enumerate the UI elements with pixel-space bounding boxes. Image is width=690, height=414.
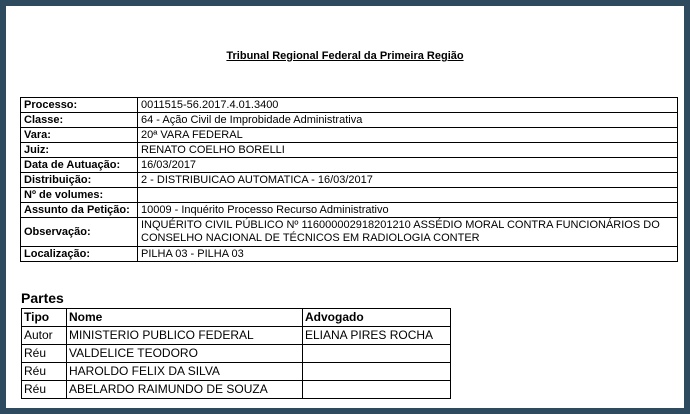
court-title: Tribunal Regional Federal da Primeira Região [226, 50, 464, 62]
info-row [21, 218, 678, 247]
info-label: Localização: [21, 247, 138, 262]
table-row [22, 363, 451, 381]
parte-nome: MINISTERIO PUBLICO FEDERAL [67, 327, 303, 345]
column-header-nome: Nome [67, 309, 303, 327]
info-value: 64 - Ação Civil de Improbidade Administrativa [138, 113, 678, 128]
info-value: 20ª VARA FEDERAL [138, 128, 678, 143]
column-header-advogado: Advogado [303, 309, 451, 327]
info-value: PILHA 03 - PILHA 03 [138, 247, 678, 262]
info-value: 16/03/2017 [138, 158, 678, 173]
info-label: Distribuição: [21, 173, 138, 188]
info-row [21, 173, 678, 188]
document-page [6, 6, 684, 408]
table-row [22, 345, 451, 363]
info-row [21, 113, 678, 128]
process-info-table [20, 97, 678, 262]
info-value: RENATO COELHO BORELLI [138, 143, 678, 158]
parte-nome: HAROLDO FELIX DA SILVA [67, 363, 303, 381]
partes-header-row [22, 309, 451, 327]
info-value [138, 188, 678, 203]
info-value: 0011515-56.2017.4.01.3400 [138, 98, 678, 113]
parte-tipo: Réu [22, 345, 67, 363]
info-row [21, 128, 678, 143]
info-label: Assunto da Petição: [21, 203, 138, 218]
info-value: INQUÉRITO CIVIL PÚBLICO Nº 116000002918201210 ASSÉDIO MORAL CONTRA FUNCIONÁRIOS DO CONSELHO NACIONAL DE TÉCNICOS EM RADIOLOGIA CONTER [138, 218, 678, 247]
info-value: 2 - DISTRIBUICAO AUTOMATICA - 16/03/2017 [138, 173, 678, 188]
parte-advogado: ELIANA PIRES ROCHA [303, 327, 451, 345]
table-row [22, 381, 451, 399]
parte-advogado [303, 345, 451, 363]
info-row [21, 158, 678, 173]
info-row [21, 143, 678, 158]
column-header-tipo: Tipo [22, 309, 67, 327]
info-label: Processo: [21, 98, 138, 113]
parte-tipo: Autor [22, 327, 67, 345]
parte-nome: VALDELICE TEODORO [67, 345, 303, 363]
parte-advogado [303, 363, 451, 381]
parte-tipo: Réu [22, 363, 67, 381]
parte-tipo: Réu [22, 381, 67, 399]
info-label: Data de Autuação: [21, 158, 138, 173]
info-label: Nº de volumes: [21, 188, 138, 203]
info-label: Classe: [21, 113, 138, 128]
info-row [21, 188, 678, 203]
partes-heading: Partes [21, 290, 64, 306]
info-label: Juiz: [21, 143, 138, 158]
info-row [21, 98, 678, 113]
info-row [21, 203, 678, 218]
info-value: 10009 - Inquérito Processo Recurso Administrativo [138, 203, 678, 218]
info-label: Vara: [21, 128, 138, 143]
info-row [21, 247, 678, 262]
table-row [22, 327, 451, 345]
info-label: Observação: [21, 218, 138, 247]
parte-advogado [303, 381, 451, 399]
parte-nome: ABELARDO RAIMUNDO DE SOUZA [67, 381, 303, 399]
partes-table [21, 308, 451, 399]
